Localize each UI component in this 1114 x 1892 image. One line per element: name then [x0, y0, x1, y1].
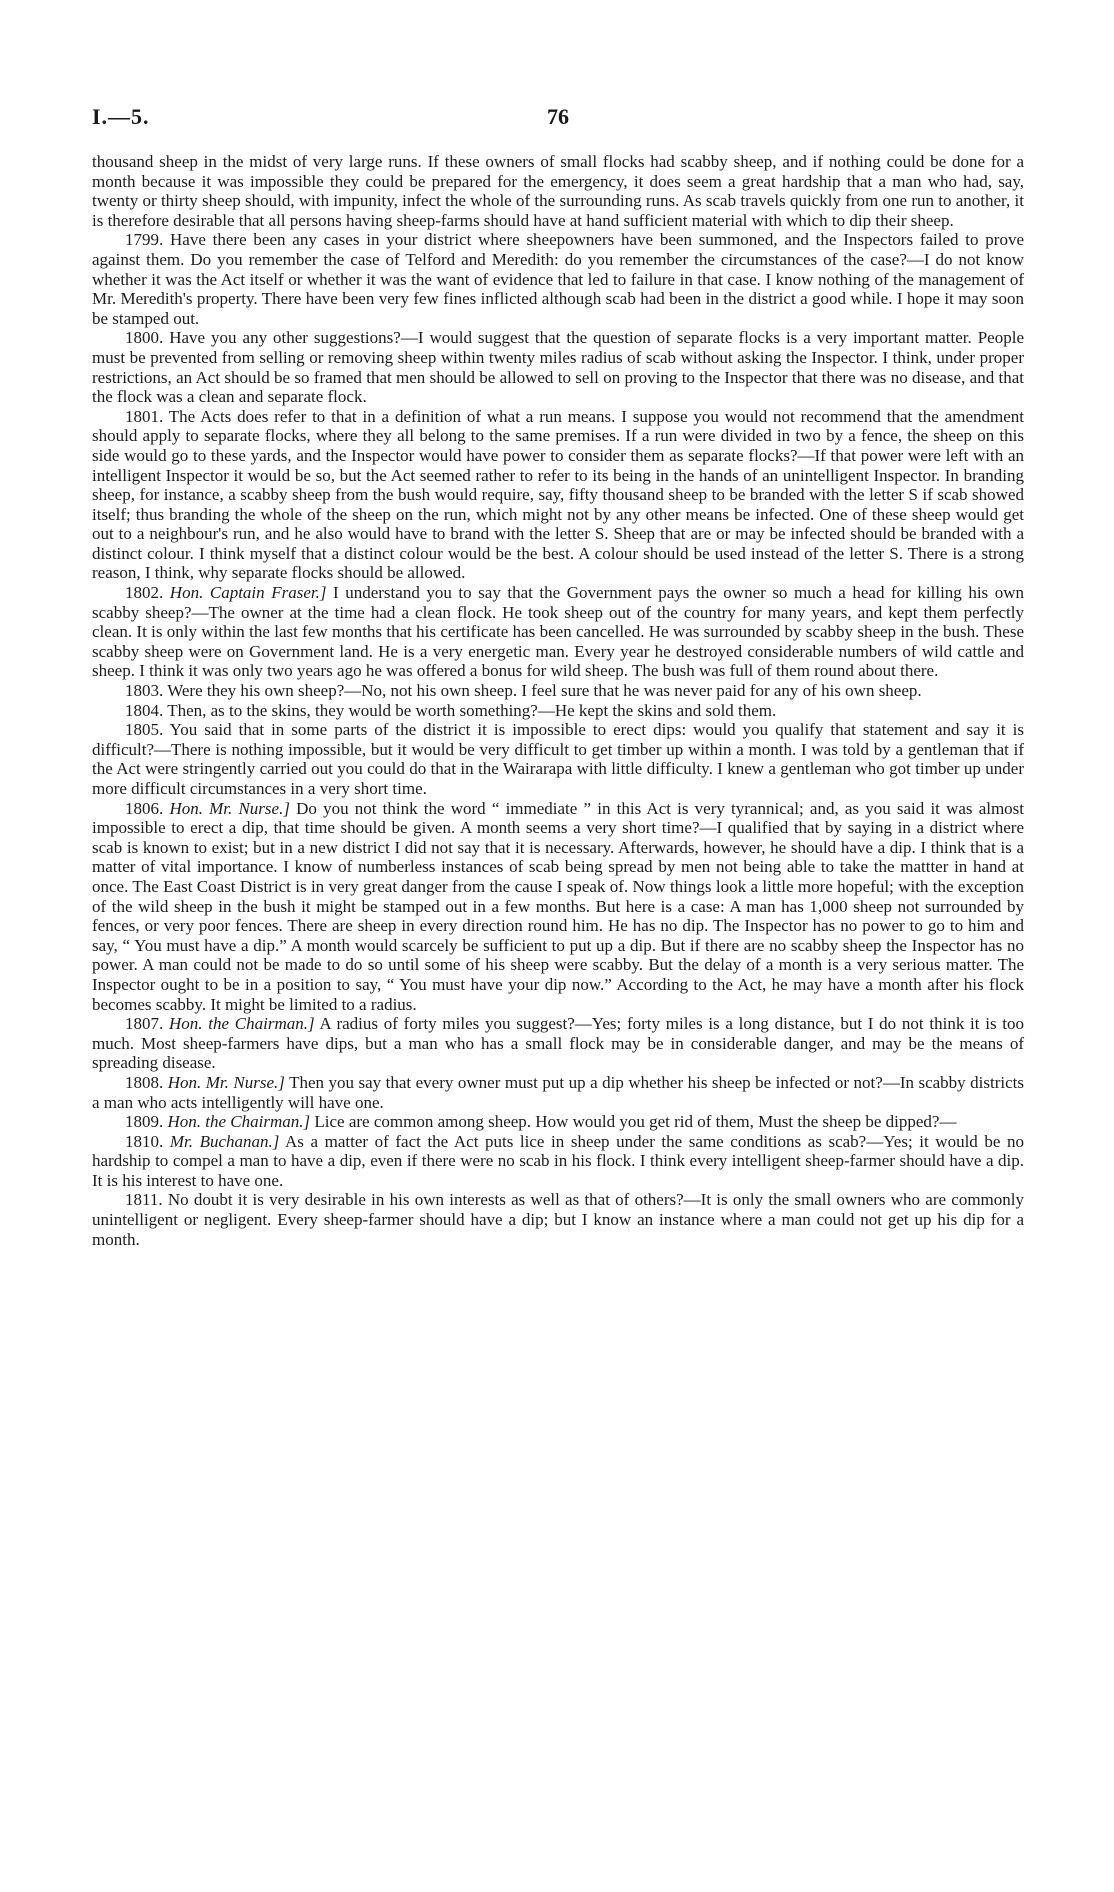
evidence-paragraph: [92, 407, 1024, 583]
paragraph-text: Then you say that every owner must put up a dip whether his sheep be infected or not?—In scabby districts a man who acts intelligently will have one.: [92, 1072, 1024, 1112]
evidence-paragraph: [92, 1190, 1024, 1249]
paragraph-text: You said that in some parts of the district it is impossible to erect dips: would you qualify that statement and say it is difficult?—There is nothing impossible, but it would be very difficult to get timber up within a month. I was told by a gentleman that if the Act were stringently carried out you could do that in the Wairarapa with little difficulty. I knew a gentleman who got timber up under more difficult circumstances in a very short time.: [92, 720, 1024, 798]
speaker-name: Hon. Captain Fraser.]: [169, 583, 327, 603]
paragraph-text: Have there been any cases in your district where sheepowners have been summoned, and the Inspectors failed to prove against them. Do you remember the case of Telford and Meredith: do you remember the circumstances of the case?—I do not know whether it was the Act itself or whether it was the want of evidence that led to failure in that case. I know nothing of the management of Mr. Meredith's property. There have been very few fines inflicted although scab had been in the district a good while. I hope it may soon be stamped out.: [92, 230, 1025, 328]
question-number: 1802.: [125, 583, 164, 603]
question-number: 1808.: [125, 1072, 164, 1092]
page-number: 76: [547, 104, 569, 129]
evidence-paragraph: [92, 230, 1024, 328]
paragraph-text: thousand sheep in the midst of very large runs. If these owners of small flocks had scabby sheep, and if nothing could be done for a month because it was impossible they could be prepared for the emergency, it does seem a great hardship that a man who had, say, twenty or thirty sheep should, with impunity, infect the whole of the surrounding runs. As scab travels quickly from one run to another, it is therefore desirable that all persons having sheep-farms should have at hand sufficient material with which to dip their sheep.: [92, 152, 1024, 230]
evidence-paragraph: [92, 720, 1024, 798]
paragraph-text: Do you not think the word “ immediate ” in this Act is very tyrannical; and, as you said it was almost impossible to erect a dip, that time should be given. A month seems a very short time?—I qualified that by saying in a district where scab is known to exist; but in a new district I did not say that it is necessary. Afterwards, however, he should have a dip. I think that is a matter of vital importance. I know of numberless instances of scab being spread by men not being able to take the mattter in hand at once. The East Coast District is in very great danger from the cause I speak of. Now things look a little more hopeful; with the exception of the wild sheep in the bush it might be stamped out in a few months. But here is a case: A man has 1,000 sheep not surrounded by fences, or very poor fences. There are sheep in every direction round him. He has no dip. The Inspector has no power to go to him and say, “ You must have a dip.” A month would scarcely be sufficient to put up a dip. But if there are no scabby sheep the Inspector has no power. A man could not be made to do so until some of his sheep were scabby. But the delay of a month is a very serious matter. The Inspector ought to be in a position to say, “ You must have your dip now.” According to the Act, he may have a month after his flock becomes scabby. It might be limited to a radius.: [92, 798, 1025, 1014]
evidence-paragraph: [92, 1112, 1024, 1132]
speaker-name: Hon. Mr. Nurse.]: [169, 798, 290, 818]
question-number: 1810.: [125, 1131, 164, 1151]
question-number: 1799.: [125, 230, 164, 250]
question-number: 1809.: [125, 1112, 164, 1132]
question-number: 1806.: [125, 798, 164, 818]
evidence-paragraph: [92, 1132, 1024, 1191]
document-reference: I.—5.: [92, 104, 150, 129]
continued-paragraph: [92, 152, 1024, 230]
question-number: 1800.: [125, 328, 164, 348]
speaker-name: Mr. Buchanan.]: [169, 1131, 280, 1151]
speaker-name: Hon. Mr. Nurse.]: [167, 1072, 285, 1092]
question-number: 1805.: [125, 720, 164, 740]
evidence-paragraph: [92, 1014, 1024, 1073]
speaker-name: Hon. the Chairman.]: [169, 1014, 315, 1034]
evidence-paragraph: [92, 681, 1024, 701]
paragraph-text: As a matter of fact the Act puts lice in sheep under the same conditions as scab?—Yes; it would be no hardship to compel a man to have a dip, even if there were no scab in his flock. I think every intelligent sheep-farmer should have a dip. It is his interest to have one.: [92, 1131, 1025, 1190]
question-number: 1807.: [125, 1014, 164, 1034]
question-number: 1801.: [125, 406, 164, 426]
body-text: [92, 152, 1024, 1249]
paragraph-text: A radius of forty miles you suggest?—Yes; forty miles is a long distance, but I do not think it is too much. Most sheep-farmers have dips, but a man who has a small flock may be in considerable danger, and may be the means of spreading disease.: [92, 1014, 1025, 1073]
speaker-name: Hon. the Chairman.]: [167, 1112, 311, 1132]
paragraph-text: Were they his own sheep?—No, not his own sheep. I feel sure that he was never paid for any of his own sheep.: [167, 681, 922, 701]
evidence-paragraph: [92, 1073, 1024, 1112]
evidence-paragraph: [92, 583, 1024, 681]
paragraph-text: No doubt it is very desirable in his own interests as well as that of others?—It is only the small owners who are commonly unintelligent or negligent. Every sheep-farmer should have a dip; but I know an instance where a man could not get up his dip for a month.: [92, 1190, 1024, 1249]
paragraph-text: Lice are common among sheep. How would you get rid of them, Must the sheep be dipped?—: [314, 1112, 957, 1132]
question-number: 1803.: [125, 681, 164, 701]
paragraph-text: Have you any other suggestions?—I would suggest that the question of separate flocks is a very important matter. People must be prevented from selling or removing sheep within twenty miles radius of scab without asking the Inspector. I think, under proper restrictions, an Act should be so framed that men should be allowed to sell on proving to the Inspector that there was no disease, and that the flock was a clean and separate flock.: [92, 328, 1024, 407]
evidence-paragraph: [92, 328, 1024, 406]
paragraph-text: I understand you to say that the Government pays the owner so much a head for killing his own scabby sheep?—The owner at the time had a clean flock. He took sheep out of the country for many years, and kept them perfectly clean. It is only within the last few months that his certificate has been cancelled. He was surrounded by scabby sheep in the bush. These scabby sheep were on Government land. He is a very energetic man. Every year he destroyed considerable numbers of wild cattle and sheep. I think it was only two years ago he was offered a bonus for wild sheep. The bush was full of them round about there.: [92, 583, 1024, 681]
paragraph-text: The Acts does refer to that in a definition of what a run means. I suppose you would not recommend that the amendment should apply to separate flocks, where they all belong to the same premises. If a run were divided in two by a fence, the sheep on this side would go to these yards, and the Inspector would have power to consider them as separate flocks?—If that power were left with an intelligent Inspector it would be so, but the Act seemed rather to refer to its being in the hands of an unintelligent Inspector. In branding sheep, for instance, a scabby sheep from the bush would require, say, fifty thousand sheep to be branded with the letter S if scab showed itself; thus branding the whole of the sheep on the run, which might not by any other means be infected. One of these sheep would get out to a neighbour's run, and he also would have to brand with the letter S. Sheep that are or may be infected should be branded with a distinct colour. I think myself that a distinct colour would be the best. A colour should be used instead of the letter S. There is a strong reason, I think, why separate flocks should be allowed.: [92, 406, 1024, 583]
evidence-paragraph: [92, 799, 1024, 1015]
evidence-paragraph: [92, 701, 1024, 721]
question-number: 1811.: [125, 1190, 163, 1210]
question-number: 1804.: [125, 700, 164, 720]
paragraph-text: Then, as to the skins, they would be worth something?—He kept the skins and sold them.: [167, 700, 777, 720]
page-header: [92, 104, 1022, 138]
